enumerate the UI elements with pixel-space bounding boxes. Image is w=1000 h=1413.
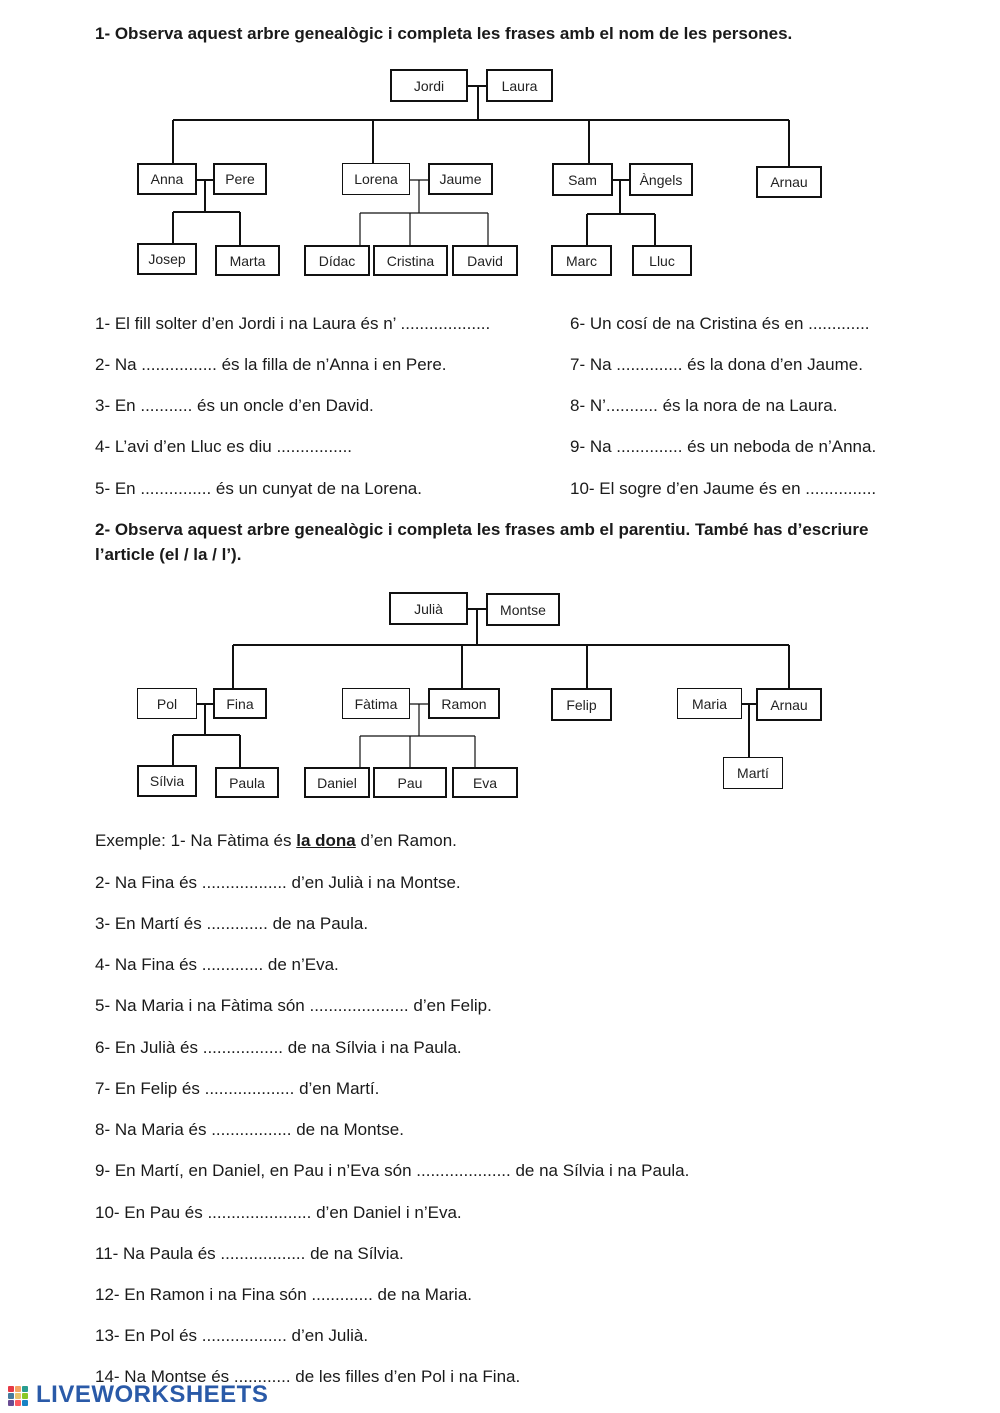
exercise2-item: 9- En Martí, en Daniel, en Pau i n’Eva són .................... de na Sílvia i na Paula. (95, 1161, 690, 1180)
exercise2-item: 4- Na Fina és ............. de n’Eva. (95, 955, 339, 974)
exercise1-item: 5- En ............... és un cunyat de na Lorena. (95, 479, 422, 498)
exercise1-item: 10- El sogre d’en Jaume és en ............... (570, 479, 877, 498)
tree2-child: Pau (373, 767, 447, 798)
tree2-couple2-a: Fàtima (342, 688, 410, 719)
tree1-child: Cristina (373, 245, 448, 276)
exercise2-item: 11- Na Paula és .................. de na Sílvia. (95, 1244, 404, 1263)
section2-title-line2: l’article (el / la / l’). (95, 545, 242, 564)
exercise1-item: 9- Na .............. és un neboda de n’Anna. (570, 437, 877, 456)
tree1-child: Dídac (304, 245, 370, 276)
exercise2-item: 5- Na Maria i na Fàtima són ..................... d’en Felip. (95, 996, 492, 1015)
tree1-couple1-a: Anna (137, 163, 197, 195)
exercise1-item: 8- N’........... és la nora de na Laura. (570, 396, 838, 415)
exercise2-item: 7- En Felip és ................... d’en Martí. (95, 1079, 380, 1098)
exercise1-item: 1- El fill solter d’en Jordi i na Laura és n’ ................... (95, 314, 491, 333)
tree1-child: David (452, 245, 518, 276)
tree1-couple3-a: Sam (552, 163, 613, 196)
exercise2-item: 10- En Pau és ...................... d’en Daniel i n’Eva. (95, 1203, 462, 1222)
tree1-couple3-b: Àngels (629, 163, 693, 196)
tree1-couple1-b: Pere (213, 163, 267, 195)
example-answer: la dona (296, 831, 356, 850)
exercise1-item: 2- Na ................ és la filla de n’Anna i en Pere. (95, 355, 447, 374)
exercise2-item: 8- Na Maria és ................. de na Montse. (95, 1120, 404, 1139)
exercise2-item: 2- Na Fina és .................. d’en Julià i na Montse. (95, 873, 461, 892)
tree1-couple2-b: Jaume (428, 163, 493, 195)
tree1-child: Marc (551, 245, 612, 276)
example-after: d’en Ramon. (355, 831, 457, 850)
exercise2-item: 14- Na Montse és ............ de les filles d’en Pol i na Fina. (95, 1367, 521, 1386)
example-sentence (95, 831, 457, 851)
tree1-grandfather: Jordi (390, 69, 468, 102)
tree2-couple3-b: Arnau (756, 688, 822, 721)
tree1-child: Lluc (632, 245, 692, 276)
tree2-child: Eva (452, 767, 518, 798)
tree2-couple1-a: Pol (137, 688, 197, 719)
exercise1-item: 4- L’avi d’en Lluc es diu ................ (95, 437, 353, 456)
tree2-couple1-b: Fina (213, 688, 267, 719)
example-before: Exemple: 1- Na Fàtima és (95, 831, 297, 850)
tree2-couple2-b: Ramon (428, 688, 500, 719)
tree2-child: Martí (723, 757, 783, 789)
tree2-couple3-a: Maria (677, 688, 742, 719)
logo-mark-icon (8, 1382, 34, 1408)
exercise2-item: 13- En Pol és .................. d’en Julià. (95, 1326, 369, 1345)
tree1-grandmother: Laura (486, 69, 553, 102)
exercise2-item: 6- En Julià és ................. de na Sílvia i na Paula. (95, 1038, 462, 1057)
tree2-grandmother: Montse (486, 593, 560, 626)
tree1-single: Arnau (756, 166, 822, 198)
tree2-grandfather: Julià (389, 592, 468, 625)
exercise1-item: 6- Un cosí de na Cristina és en ............. (570, 314, 870, 333)
exercise2-item: 12- En Ramon i na Fina són ............. de na Maria. (95, 1285, 473, 1304)
section1-title: 1- Observa aquest arbre genealògic i completa les frases amb el nom de les persones. (95, 24, 793, 43)
tree2-child: Paula (215, 767, 279, 798)
tree1-couple2-a: Lorena (342, 163, 410, 195)
tree2-child: Daniel (304, 767, 370, 798)
tree1-child: Marta (215, 245, 280, 276)
tree1-child: Josep (137, 243, 197, 275)
logo-text: LIVEWORKSHEETS (36, 1381, 269, 1408)
exercise1-item: 3- En ........... és un oncle d’en David. (95, 396, 374, 415)
tree2-child: Sílvia (137, 765, 197, 797)
tree2-single: Felip (551, 688, 612, 721)
liveworksheets-logo[interactable] (8, 1381, 268, 1409)
exercise2-item: 3- En Martí és ............. de na Paula. (95, 914, 369, 933)
section2-title: 2- Observa aquest arbre genealògic i completa les frases amb el parentiu. També has d’escriure (95, 520, 869, 539)
exercise1-item: 7- Na .............. és la dona d’en Jaume. (570, 355, 863, 374)
